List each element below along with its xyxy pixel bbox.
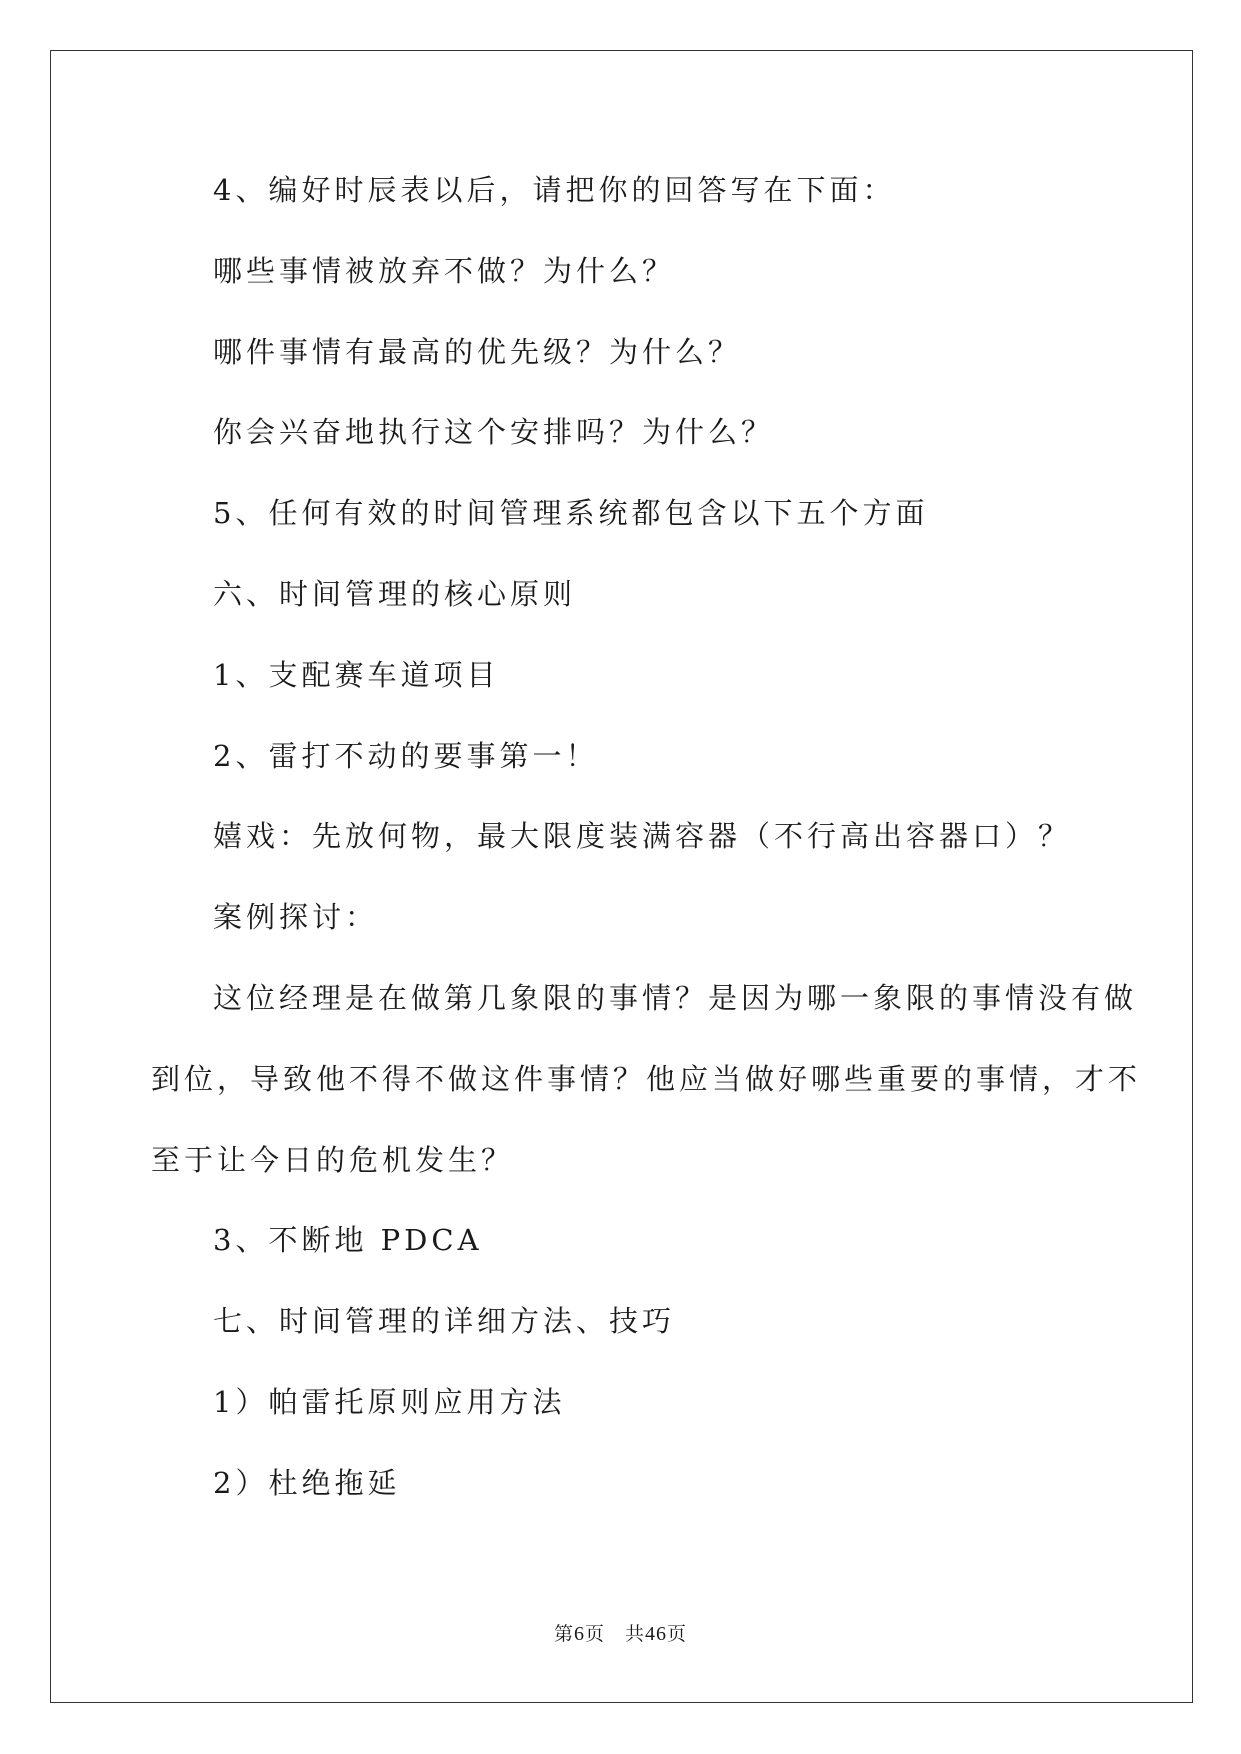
text-line: 案例探讨： [213,900,379,934]
text-line: 1）帕雷托原则应用方法 [213,1385,566,1419]
text-line: 1、支配赛车道项目 [213,658,500,692]
footer-mid: 页 共 [584,1623,645,1645]
text-line: 嬉戏：先放何物，最大限度装满容器（不行高出容器口）？ [213,819,1072,853]
page-footer [0,1622,1241,1646]
section-heading: 七、时间管理的详细方法、技巧 [213,1304,676,1338]
text-line: 2）杜绝拖延 [213,1466,401,1500]
footer-prefix: 第 [553,1623,574,1645]
text-line: 3、不断地 PDCA [213,1223,483,1257]
section-heading: 六、时间管理的核心原则 [213,577,577,611]
paragraph-line: 到位，导致他不得不做这件事情？他应当做好哪些重要的事情，才不 [151,1062,1142,1096]
text-line: 4、编好时辰表以后，请把你的回答写在下面： [213,173,896,207]
text-line: 2、雷打不动的要事第一！ [213,739,599,773]
paragraph-line: 至于让今日的危机发生？ [151,1143,515,1177]
total-page-count: 46 [645,1623,667,1645]
text-line: 哪件事情有最高的优先级？为什么？ [213,335,742,369]
page-border [50,50,1193,1703]
footer-suffix: 页 [667,1623,688,1645]
text-line: 哪些事情被放弃不做？为什么？ [213,254,676,288]
text-line: 5、任何有效的时间管理系统都包含以下五个方面 [213,496,929,530]
text-line: 你会兴奋地执行这个安排吗？为什么？ [213,415,775,449]
paragraph-line: 这位经理是在做第几象限的事情？是因为哪一象限的事情没有做 [213,981,1138,1015]
current-page-number: 6 [573,1623,585,1645]
